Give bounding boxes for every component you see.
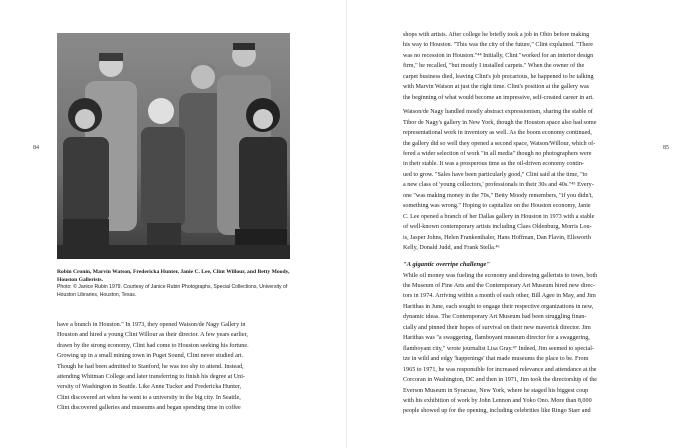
text-line: Though he had been admitted to Stanford, he was too shy to attend. Instead, [57,363,244,370]
text-line: Clint discovered art when he went to a university in the big city. In Seattle, [57,394,241,401]
section-heading: "A gigantic overripe challenge" [403,260,490,268]
text-line: While oil money was fueling the economy and drawing gallerists to town, both [403,272,598,279]
text-line: ued to grow. "Sales have been particularly good," Clint said at the time, "to [403,171,588,178]
right-page [347,0,693,448]
text-line: the gallery did so well they opened a second space, Watson/Willour, which of- [403,140,596,147]
text-line: drawn by the strong economy, Clint had come to Houston seeking his fortune. [57,342,249,349]
text-line: carpet business died, leaving Clint's job precarious, he happened to be talking [403,73,594,80]
left-body-text [57,320,303,414]
text-line: Everson Museum in Syracuse, New York, where he staged his biggest coup [403,387,589,394]
text-line: flamboyant city," wrote journalist Lisa Gray.⁴⁷ Indeed, Jim seemed to special- [403,345,595,352]
text-line: representational work in inventory as well. As the boom economy continued, [403,130,592,137]
text-line: have a branch in Houston." In 1973, they opened Watson/de Nagy Gallery in [57,322,246,328]
text-line: fered a wider selection of work "in all media" though no photographers were [403,150,592,157]
text-line: in their stable. It was a prosperous time as the oil-driven economy contin- [403,161,584,168]
text-line: of well-known contemporary artists including Claes Oldenburg, Morris Lou- [403,224,592,231]
text-line: ize in wild and edgy 'happenings' that made museums the place to be. From [403,356,589,363]
text-line: with his exhibition of work by John Lennon and Yoko Ono. More than 8,000 [403,397,592,404]
text-line: 1965 to 1971, he was responsible for increased relevance and attendance at the [403,366,597,373]
text-line: tors in 1974. Arriving within a month of each other, Bill Agee in May, and Jim [403,293,596,300]
right-body-text [403,30,649,417]
text-line: Growing up in a small mining town in Puget Sound, Clint never studied art. [57,353,244,360]
text-line: Tibor de Nagy's gallery in New York, though the Houston space also had some [403,119,597,126]
group-photograph [57,33,290,259]
text-line: Kelly, Donald Judd, and Frank Stella.⁴⁶ [403,245,500,252]
text-line: Harithas in June, each sought to engage their respective organizations in new, [403,303,594,310]
text-line: with Marvin Watson at just the right time. Clint's position at the gallery was [403,84,590,91]
left-page [0,0,346,448]
text-line: Clint discovered galleries and museums and began spending time in coffee [57,405,241,412]
photograph-image [57,33,290,259]
text-line: cially and pinned their hopes of survival on their new maverick director. Jim [403,324,591,331]
text-line: the Museum of Fine Arts and the Contemporary Art Museum hired new direc- [403,282,596,289]
text-line: a new class of 'young collectors,' professionals in their 30s and 40s."⁴⁵ Every- [403,182,594,189]
photo-caption [57,268,302,300]
text-line: attending Whitman College and later transferring to finish his degree at Uni- [57,374,245,381]
text-line: Houston and hired a young Clint Willour as their director. A few years earlier, [57,332,248,339]
text-line: firm," he recalled, "but mostly I installed carpets." When the owner of the [403,63,585,70]
text-line: something was wrong." Hoping to capitalize on the Houston economy, Janie [403,203,591,210]
paragraph [403,30,649,103]
text-line: shops with artists. After college he briefly took a job in Ohio before making [403,32,590,38]
text-line: his way to Houston. "This was the city of the future," Clint explained. "There [403,42,593,49]
text-line: people showed up for the opening, including celebrities like Ringo Starr and [403,408,591,415]
text-line: the beginning of what would become an impressive, self-created career in art. [403,94,594,101]
text-line: is, Jasper Johns, Helen Frankenthaler, Hans Hoffman, Dan Flavin, Ellsworth [403,234,591,241]
page-number-right: 85 [663,145,669,151]
paragraph [403,107,649,253]
text-line: Corcoran in Washington, DC and then in 1971, Jim took the directorship of the [403,377,597,384]
text-line: was no recession in Houston."⁴⁴ Initially, Clint "worked for an interior design [403,52,594,59]
text-line: Harithas was "a swaggering, flamboyant museum director for a swaggering, [403,335,590,342]
page-number-left: 84 [33,145,39,151]
text-line: one "was making money in the 70s," Betty Moody remembers, "if you didn't, [403,192,593,199]
text-line: versity of Washington in Seattle. Like Anne Tucker and Fredericka Hunter, [57,384,242,391]
text-line: Watson/de Nagy handled mostly abstract expressionism, sharing the stable of [403,109,593,116]
text-line: C. Lee opened a branch of her Dallas gallery in Houston in 1973 with a stable [403,213,595,220]
paragraph [403,271,649,417]
caption-names: Robin Cronin, Marvin Watson, Fredericka Hunter, Janie C. Lee, Clint Willour, and Betty Moody, Houston Gallerists. [57,269,290,284]
text-line: dynamic ideas. The Contemporary Art Museum had been struggling finan- [403,314,587,321]
caption-credit: Photo: © Janice Rubin 1979. Courtesy of Janice Rubin Photographs, Special Collections, University of Houston Libraries, Houston, Texas. [57,284,288,299]
